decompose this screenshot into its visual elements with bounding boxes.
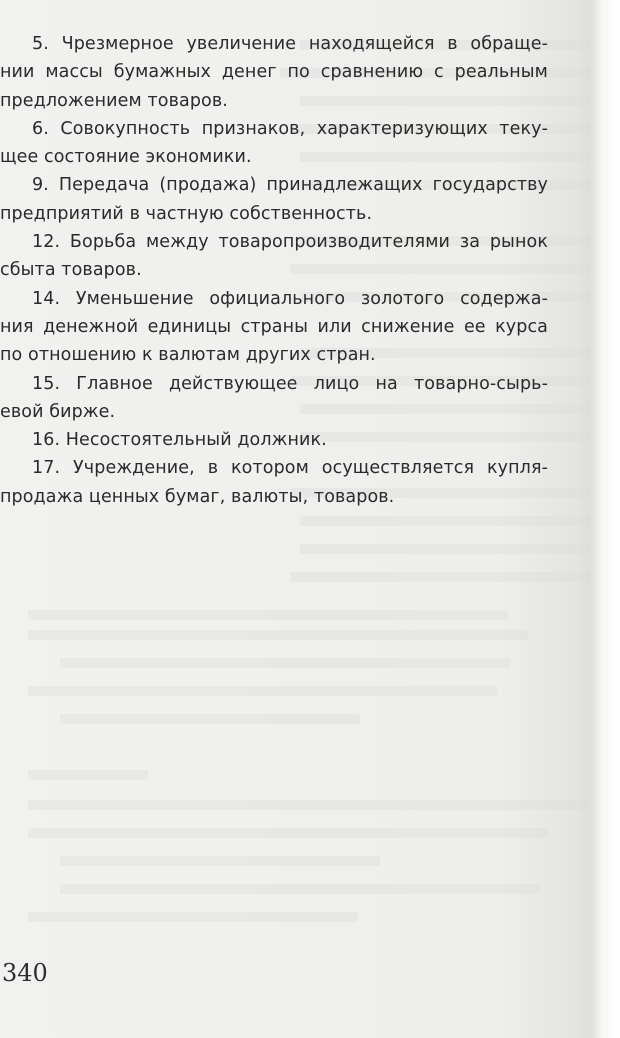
- crossword-clues-list: [0, 30, 548, 511]
- show-through-line: [300, 544, 590, 554]
- show-through-line: [28, 686, 498, 696]
- clue-entry-9: [0, 171, 548, 228]
- show-through-line: [28, 770, 148, 780]
- page-number: 340: [2, 959, 48, 987]
- clue-line: сбыта товаров.: [0, 260, 142, 281]
- show-through-line: [300, 516, 590, 526]
- clue-line: предложением товаров.: [0, 90, 228, 111]
- clue-line: 9. Передача (продажа) принадлежащих государству: [32, 175, 548, 196]
- page-binding-edge: [590, 0, 620, 1038]
- show-through-line: [28, 630, 528, 640]
- show-through-line: [290, 572, 590, 582]
- clue-entry-12: [0, 228, 548, 285]
- clue-line: евой бирже.: [0, 401, 116, 422]
- show-through-line: [28, 800, 588, 810]
- clue-entry-17: [0, 454, 548, 511]
- clue-line: продажа ценных бумаг, валюты, товаров.: [0, 486, 395, 507]
- clue-entry-16: [0, 426, 548, 454]
- show-through-line: [28, 610, 508, 620]
- clue-line: ния денежной единицы страны или снижение ее курса: [0, 316, 548, 337]
- show-through-line: [60, 884, 540, 894]
- show-through-line: [60, 714, 360, 724]
- clue-line: предприятий в частную собственность.: [0, 203, 373, 224]
- clue-line: 5. Чрезмерное увеличение находящейся в обраще-: [32, 34, 548, 54]
- clue-entry-5: [0, 30, 548, 115]
- clue-entry-6: [0, 115, 548, 172]
- clue-line: 12. Борьба между товаропроизводителями за рынок: [32, 232, 548, 253]
- clue-entry-15: [0, 370, 548, 427]
- clue-line: щее состояние экономики.: [0, 147, 252, 168]
- show-through-line: [28, 912, 358, 922]
- show-through-line: [60, 658, 510, 668]
- show-through-line: [60, 856, 380, 866]
- clue-line: 6. Совокупность признаков, характеризующих теку-: [32, 118, 548, 139]
- clue-entry-14: [0, 285, 548, 370]
- clue-line: 14. Уменьшение официального золотого содержа-: [32, 288, 548, 309]
- show-through-line: [28, 828, 548, 838]
- clue-line: 16. Несостоятельный должник.: [32, 430, 327, 451]
- clue-line: 17. Учреждение, в котором осуществляется купля-: [32, 458, 548, 479]
- clue-line: 15. Главное действующее лицо на товарно-сырь-: [32, 373, 548, 394]
- clue-line: по отношению к валютам других стран.: [0, 345, 376, 366]
- clue-line: нии массы бумажных денег по сравнению с реальным: [0, 62, 548, 83]
